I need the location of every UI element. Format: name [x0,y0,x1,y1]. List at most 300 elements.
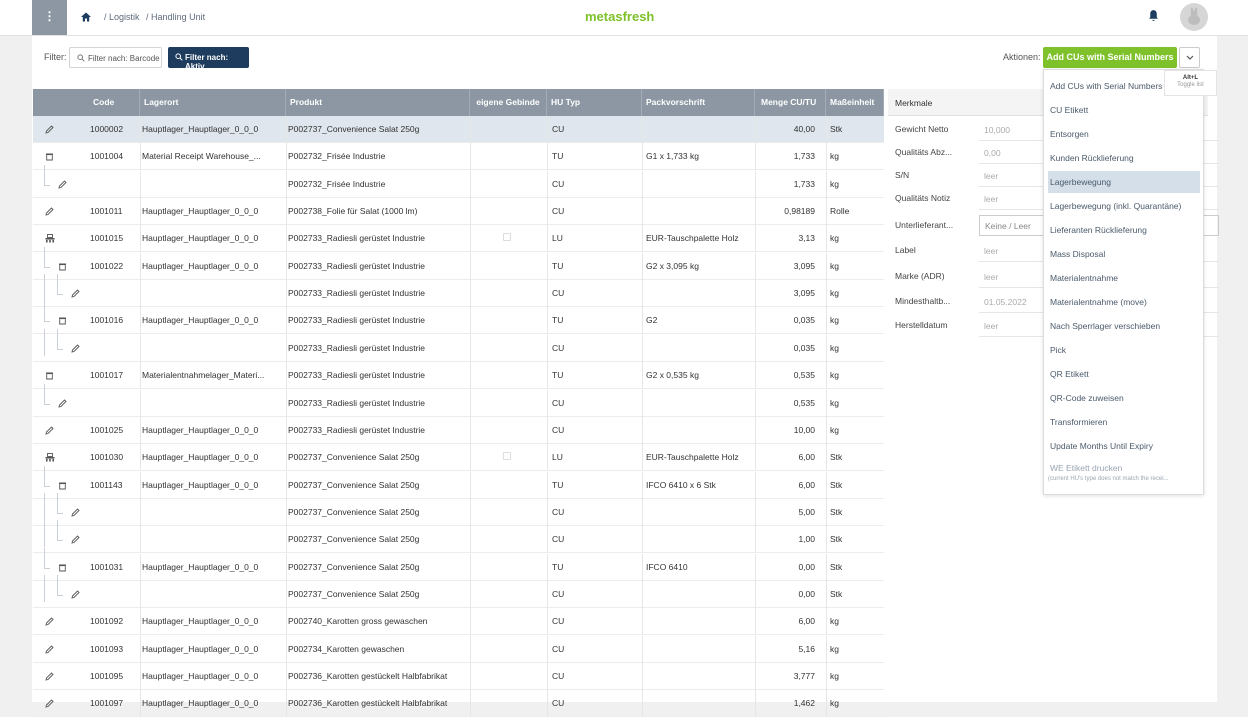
table-row[interactable] [33,225,884,252]
cell-packvorschrift [646,499,756,526]
shortcut-keys: Alt+L [1182,75,1199,81]
table-row[interactable] [33,499,884,526]
action-item[interactable]: QR-Code zuweisen [1050,393,1124,403]
attribute-label: Qualitäts Abz... [895,147,953,157]
action-item[interactable]: Entsorgen [1050,129,1089,139]
cell-produkt: P002737_Convenience Salat 250g [288,452,420,463]
cell-hu-typ: LU [552,233,563,244]
column-header-packvorschrift[interactable]: Packvorschrift [642,89,755,116]
cell-hu-typ: TU [552,479,564,490]
cell-code: 1001011 [90,206,123,217]
cell-code: 1001097 [90,698,124,709]
chevron-down-icon [1186,55,1194,61]
action-item[interactable]: Pick [1050,345,1067,355]
cell-produkt: P002733_Radiesli gerüstet Industrie [288,424,426,435]
cell-produkt: P002737_Convenience Salat 250g [288,588,420,599]
table-row[interactable] [33,390,884,417]
tree-line [44,575,45,602]
actions-toggle-button[interactable] [1179,47,1200,68]
cell-menge: 40,00 [793,124,815,134]
cell-menge: 1,00 [798,534,815,545]
table-row[interactable] [33,307,884,334]
cell-menge: 10,00 [793,424,815,435]
filter-barcode-button[interactable] [69,47,162,68]
cell-lagerort: Hauptlager_Hauptlager_0_0_0 [142,479,259,490]
table-row[interactable] [33,362,884,389]
cell-lagerort [142,526,276,553]
breadcrumb-item-handling-unit[interactable]: / Handling Unit [146,12,206,22]
cell-produkt: P002737_Convenience Salat 250g [288,561,420,572]
attribute-label: Marke (ADR) [895,271,945,281]
cell-lagerort: Materialentnahmelager_Materi... [142,370,265,381]
cell-lagerort [142,581,276,608]
actions-label: Aktionen: [1003,52,1041,62]
attribute-label: Label [895,245,916,255]
cell-produkt: P002733_Radiesli gerüstet Industrie [288,315,426,326]
cell-produkt: P002732_Frisée Industrie [288,178,386,189]
table-row[interactable] [33,116,884,143]
filter-active-label: Filter nach: Aktiv [185,53,229,71]
action-item[interactable]: Materialentnahme (move) [1050,297,1147,307]
table-row[interactable] [33,171,884,198]
cell-code: 1001017 [90,370,124,381]
cell-hu-typ: CU [552,178,565,189]
cell-produkt: P002733_Radiesli gerüstet Industrie [288,370,426,381]
cell-menge: 0,00 [798,588,815,599]
app-logo: metasfresh [585,9,655,24]
attribute-value-field[interactable]: leer [979,267,1219,288]
attribute-value-field[interactable]: leer [979,241,1219,262]
tree-line [44,493,45,520]
cell-produkt: P002737_Convenience Salat 250g [288,124,420,134]
cell-produkt: P002736_Karotten gestückelt Halbfabrikat [288,671,448,681]
table-row[interactable] [33,608,884,635]
pencil-icon[interactable] [45,617,54,628]
tu-icon[interactable] [58,563,67,574]
cell-menge: 0,535 [793,370,815,381]
cell-masseinheit: Stk [830,588,843,599]
attribute-value-field[interactable]: leer [979,189,1219,210]
cell-hu-typ: LU [552,452,563,463]
cell-masseinheit: Stk [830,452,843,463]
column-header-produkt[interactable]: Produkt [286,89,470,116]
action-item[interactable]: QR Etikett [1050,369,1089,379]
cell-produkt: P002732_Frisée Industrie [288,151,386,162]
cell-masseinheit: kg [830,151,839,162]
tree-line [44,274,45,301]
column-header-lagerort[interactable]: Lagerort [140,89,286,116]
cell-code [90,390,140,417]
tree-line [57,329,58,349]
cell-masseinheit: kg [830,288,839,299]
cell-menge: 0,535 [793,397,815,408]
cell-packvorschrift: EUR-Tauschpalette Holz [646,452,739,463]
cell-packvorschrift: G2 x 3,095 kg [646,260,699,271]
cell-menge: 1,733 [793,151,815,162]
tree-line [44,267,50,268]
cell-hu-typ: CU [552,671,565,681]
cell-menge: 3,095 [793,260,815,271]
cell-hu-typ: CU [552,397,565,408]
cell-lagerort: Hauptlager_Hauptlager_0_0_0 [142,616,259,627]
cell-packvorschrift: EUR-Tauschpalette Holz [646,233,739,244]
cell-packvorschrift [646,116,756,143]
cell-hu-typ: TU [552,561,564,572]
cell-lagerort [142,171,276,198]
tree-line [44,486,50,487]
cell-produkt: P002738_Folie für Salat (1000 lm) [288,206,418,217]
actions-dropdown [1043,69,1204,495]
filter-label: Filter: [44,52,67,62]
table-row[interactable] [33,198,884,225]
cell-hu-typ: CU [552,506,565,517]
cell-code: 1001015 [90,233,124,244]
cell-hu-typ: TU [552,260,564,271]
quick-action-button[interactable]: Add CUs with Serial Numbers [1043,47,1177,68]
tree-line [57,274,58,294]
tu-icon[interactable] [58,262,67,273]
cell-produkt: P002733_Radiesli gerüstet Industrie [288,288,426,299]
cell-code: 1001030 [90,452,124,463]
bell-icon[interactable] [1147,9,1160,22]
cell-menge: 3,095 [793,288,815,299]
cell-code [90,499,140,526]
cell-menge: 0,00 [798,561,815,572]
menu-icon[interactable]: ⋮ [32,0,67,35]
cell-produkt: P002737_Convenience Salat 250g [288,479,420,490]
cell-lagerort [142,335,276,362]
cell-masseinheit: Rolle [830,206,850,217]
cell-code [90,526,140,553]
cell-lagerort: Hauptlager_Hauptlager_0_0_0 [142,561,259,572]
cell-lagerort: Hauptlager_Hauptlager_0_0_0 [142,452,259,463]
cell-produkt: P002737_Convenience Salat 250g [288,534,420,545]
tree-line [57,294,63,295]
cell-masseinheit: Stk [830,124,843,134]
table-row[interactable] [33,663,884,690]
cell-masseinheit: Stk [830,479,843,490]
search-icon [77,54,85,62]
tree-line [44,185,50,186]
column-header-menge[interactable]: Menge CU/TU [755,89,826,116]
action-item[interactable]: Nach Sperrlager verschieben [1050,321,1161,331]
attribute-value-field[interactable]: 01.05.2022 [979,292,1219,313]
lu-icon[interactable] [45,453,55,464]
attribute-label: Gewicht Netto [895,124,949,134]
top-header [0,0,1248,36]
breadcrumb [104,12,209,22]
cell-lagerort: Hauptlager_Hauptlager_0_0_0 [142,643,259,654]
table-header [33,89,884,116]
own-container-checkbox[interactable] [503,452,511,460]
table-row[interactable] [33,554,884,581]
tree-line [57,513,63,514]
cell-packvorschrift [646,417,756,444]
attribute-label: Qualitäts Notiz [895,193,951,203]
cell-packvorschrift: G2 x 0,535 kg [646,370,699,381]
cell-menge: 0,035 [793,315,815,326]
cell-code [90,171,140,198]
cell-lagerort: Hauptlager_Hauptlager_0_0_0 [142,124,259,134]
cell-packvorschrift [646,280,756,307]
tu-icon[interactable] [58,481,67,492]
cell-hu-typ: CU [552,643,565,654]
cell-menge: 6,00 [798,616,815,627]
search-icon [175,53,183,61]
cell-produkt: P002736_Karotten gestückelt Halbfabrikat [288,698,448,709]
cell-masseinheit: kg [830,424,839,435]
table-row[interactable] [33,444,884,471]
cell-packvorschrift [646,171,756,198]
table-row[interactable] [33,143,884,170]
tree-line [57,575,58,595]
action-item[interactable]: Lagerbewegung (inkl. Quarantäne) [1050,201,1182,211]
pencil-icon[interactable] [71,590,80,601]
column-header-masseinheit[interactable]: Maßeinheit [826,89,884,116]
table-row[interactable] [33,526,884,553]
action-item[interactable]: Materialentnahme [1050,273,1119,283]
cell-masseinheit: kg [830,643,839,654]
cell-code [90,581,140,608]
cell-packvorschrift [646,198,756,225]
cell-masseinheit: kg [830,616,839,627]
filter-barcode-label: Filter nach: Barcode [88,54,160,63]
cell-packvorschrift: G2 [646,315,658,326]
cell-packvorschrift [646,690,756,717]
pencil-icon[interactable] [45,645,54,656]
cell-packvorschrift [646,335,756,362]
home-icon[interactable] [80,11,92,23]
cell-hu-typ: TU [552,151,564,162]
cell-code: 1001031 [90,561,124,572]
attribute-label: Herstelldatum [895,320,948,330]
tree-line [57,349,63,350]
cell-produkt: P002740_Karotten gross gewaschen [288,616,428,627]
tree-line [44,301,45,321]
attribute-value-field[interactable]: 0,00 [979,143,1219,164]
table-row[interactable] [33,636,884,663]
tree-line [44,548,45,568]
tree-line [44,384,45,404]
cell-hu-typ: CU [552,424,565,435]
cell-hu-typ: CU [552,698,565,709]
hu-table [33,89,884,709]
pencil-icon[interactable] [45,699,54,710]
cell-produkt: P002734_Karotten gewaschen [288,643,405,654]
column-header-hu-typ[interactable]: HU Typ [547,89,642,116]
tree-line [44,329,45,356]
main-panel [32,36,1217,709]
cell-code: 1001143 [90,479,123,490]
tree-line [44,568,50,569]
table-row[interactable] [33,472,884,499]
action-item[interactable]: Add CUs with Serial Numbers [1050,81,1163,91]
cell-code [90,335,140,362]
pencil-icon[interactable] [45,426,54,437]
cell-packvorschrift [646,390,756,417]
cell-lagerort [142,390,276,417]
cell-masseinheit: Stk [830,506,843,517]
table-row[interactable] [33,581,884,608]
action-item[interactable]: CU Etikett [1050,105,1089,115]
pencil-icon[interactable] [45,672,54,683]
attribute-value-field[interactable]: 10,000 [979,120,1219,141]
cell-lagerort: Hauptlager_Hauptlager_0_0_0 [142,260,259,271]
pencil-icon[interactable] [58,180,67,191]
tu-icon[interactable] [45,371,54,382]
action-item[interactable]: Transformieren [1050,417,1108,427]
own-container-checkbox[interactable] [503,233,511,241]
cell-lagerort: Hauptlager_Hauptlager_0_0_0 [142,671,259,681]
cell-menge: 5,00 [798,506,815,517]
pencil-icon[interactable] [58,399,67,410]
cell-code: 1001004 [90,151,124,162]
action-item[interactable]: Lieferanten Rücklieferung [1050,225,1147,235]
pencil-icon[interactable] [45,207,54,218]
cell-packvorschrift [646,608,756,635]
cell-hu-typ: CU [552,588,565,599]
cell-hu-typ: CU [552,288,565,299]
action-item: WE Etikett drucken [1050,463,1123,473]
tree-line [44,404,50,405]
attribute-value-field[interactable]: Keine / Leer [979,215,1219,236]
cell-packvorschrift: IFCO 6410 [646,561,688,572]
cell-menge: 0,98189 [784,206,815,217]
cell-masseinheit: kg [830,178,839,189]
cell-hu-typ: CU [552,206,565,217]
column-header-code[interactable]: Code [89,89,140,116]
cell-hu-typ: TU [552,370,564,381]
cell-packvorschrift [646,636,756,663]
cell-hu-typ: CU [552,534,565,545]
pencil-icon[interactable] [71,508,80,519]
cell-code: 1000002 [90,124,124,134]
cell-lagerort: Hauptlager_Hauptlager_0_0_0 [142,233,259,244]
cell-produkt: P002733_Radiesli gerüstet Industrie [288,342,426,353]
cell-code: 1001022 [90,260,124,271]
action-item[interactable]: Update Months Until Expiry [1050,441,1153,451]
cell-produkt: P002737_Convenience Salat 250g [288,506,420,517]
table-row[interactable] [33,253,884,280]
attribute-label: Mindesthaltb... [895,296,951,306]
cell-masseinheit: kg [830,260,839,271]
cell-lagerort [142,280,276,307]
attribute-value-field[interactable]: leer [979,316,1219,337]
cell-lagerort: Hauptlager_Hauptlager_0_0_0 [142,698,259,709]
tree-line [44,321,50,322]
cell-masseinheit: kg [830,233,839,244]
cell-hu-typ: CU [552,342,565,353]
cell-menge: 0,035 [793,342,815,353]
table-row[interactable] [33,335,884,362]
cell-produkt: P002733_Radiesli gerüstet Industrie [288,397,426,408]
cell-packvorschrift [646,581,756,608]
attribute-label: Unterlieferant... [895,220,954,230]
cell-menge: 6,00 [798,452,815,463]
cell-code: 1001095 [90,671,124,681]
tree-line [44,466,45,486]
table-row[interactable] [33,280,884,307]
cell-menge: 5,16 [798,643,815,654]
tree-line [44,247,45,267]
pencil-icon[interactable] [71,535,80,546]
cell-lagerort: Material Receipt Warehouse_... [142,151,261,162]
cell-lagerort [142,499,276,526]
cell-code: 1001016 [90,315,124,326]
attributes-title: Merkmale [895,98,933,108]
pencil-icon[interactable] [71,344,80,355]
action-item[interactable]: Kunden Rücklieferung [1050,153,1134,163]
pencil-icon[interactable] [71,289,80,300]
cell-masseinheit: kg [830,698,839,709]
action-item[interactable]: Lagerbewegung [1048,171,1200,193]
attribute-label: S/N [895,170,910,180]
attribute-value-field[interactable]: leer [979,166,1219,187]
cell-hu-typ: CU [552,616,565,627]
cell-masseinheit: kg [830,315,839,326]
cell-menge: 1,462 [793,698,815,709]
breadcrumb-item-logistik[interactable]: / Logistik [104,12,140,22]
tree-line [57,493,58,513]
cell-masseinheit: Stk [830,561,843,572]
table-row[interactable] [33,417,884,444]
cell-masseinheit: kg [830,671,839,681]
cell-hu-typ: CU [552,124,565,134]
cell-menge: 6,00 [798,479,815,490]
tree-line [57,520,58,540]
action-item[interactable]: Mass Disposal [1050,249,1106,259]
cell-menge: 3,777 [793,671,815,681]
pencil-icon[interactable] [45,125,54,136]
shortcut-tooltip [1164,70,1217,96]
cell-code: 1001025 [90,424,124,435]
cell-masseinheit: kg [830,342,839,353]
tree-line [57,595,63,596]
column-header-eigene-gebinde[interactable]: eigene Gebinde [470,89,547,116]
cell-menge: 1,733 [793,178,815,189]
cell-menge: 3,13 [798,233,815,244]
disabled-action-hint: (current HU's type does not match the recei... [1048,476,1169,482]
cell-packvorschrift: G1 x 1,733 kg [646,151,699,162]
tu-icon[interactable] [45,152,54,163]
shortcut-label: Toggle list [1177,82,1204,88]
avatar[interactable] [1180,3,1208,31]
tu-icon[interactable] [58,316,67,327]
cell-packvorschrift [646,663,756,690]
cell-packvorschrift: IFCO 6410 x 6 Stk [646,479,716,490]
lu-icon[interactable] [45,234,55,245]
cell-lagerort: Hauptlager_Hauptlager_0_0_0 [142,315,259,326]
tree-line [44,520,45,547]
cell-masseinheit: kg [830,370,839,381]
cell-lagerort: Hauptlager_Hauptlager_0_0_0 [142,424,259,435]
cell-hu-typ: TU [552,315,564,326]
table-row[interactable] [33,690,884,717]
cell-code: 1001092 [90,616,124,627]
filter-bar [32,36,1217,80]
cell-code: 1001093 [90,643,124,654]
tree-line [44,165,45,185]
cell-masseinheit: Stk [830,534,843,545]
cell-code [90,280,140,307]
filter-active-button[interactable] [168,47,249,71]
cell-packvorschrift [646,526,756,553]
cell-produkt: P002733_Radiesli gerüstet Industrie [288,233,426,244]
tree-line [57,540,63,541]
cell-masseinheit: kg [830,397,839,408]
cell-produkt: P002733_Radiesli gerüstet Industrie [288,260,426,271]
cell-lagerort: Hauptlager_Hauptlager_0_0_0 [142,206,259,217]
